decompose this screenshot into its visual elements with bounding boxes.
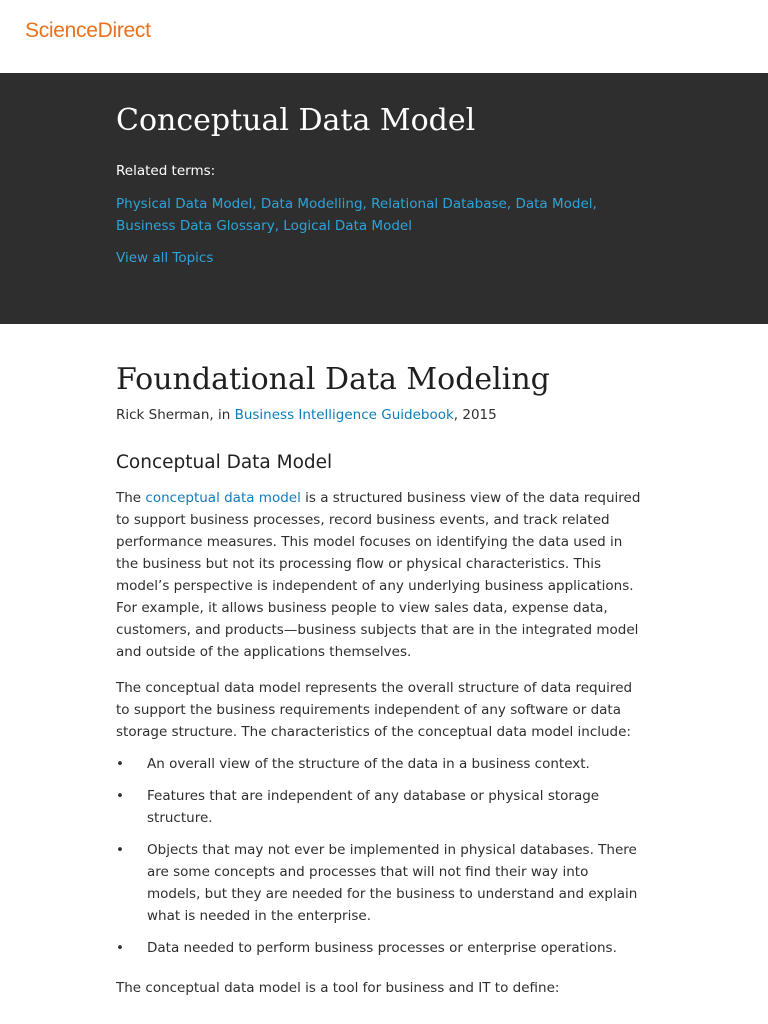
article-content (116, 324, 644, 999)
list-item: • Objects that may not ever be implemented in physical databases. There are some concepts and processes that will not find their way into models, but they are needed for the business to understand and explain what is needed in the enterprise. (116, 839, 644, 927)
book-link[interactable]: Business Intelligence Guidebook (234, 407, 454, 423)
article-title[interactable]: Foundational Data Modeling (116, 362, 550, 397)
view-all-topics-link[interactable]: View all Topics (116, 250, 214, 266)
related-term-link[interactable]: Relational Database (371, 196, 507, 212)
related-terms-label: Related terms: (116, 163, 216, 179)
conceptual-data-model-link[interactable]: conceptual data model (145, 490, 301, 506)
related-term-link[interactable]: Data Model (515, 196, 593, 212)
paragraph-2: The conceptual data model represents the overall structure of data required to support the business requirements independent of any software or data storage structure. The characteristics of the conceptual data model include: (116, 680, 633, 740)
list-item: • Features that are independent of any database or physical storage structure. (116, 785, 644, 829)
related-term-link[interactable]: Logical Data Model (283, 218, 412, 234)
bullet-icon: • (116, 788, 124, 804)
related-term-link[interactable]: Physical Data Model (116, 196, 253, 212)
article-byline (116, 407, 644, 423)
characteristics-list (116, 753, 644, 959)
related-terms-list: Physical Data Model, Data Modelling, Relational Database, Data Model, Business Data Glossary, Logical Data Model (116, 196, 597, 234)
year-text: , 2015 (453, 407, 497, 423)
related-term-link[interactable]: Data Modelling (260, 196, 363, 212)
paragraph-1: The conceptual data model is a structured business view of the data required to support business processes, record business events, and track related performance measures. This model focuses on identifying the data used in the business but not its processing flow or physical characteristics. This model’s perspective is independent of any underlying business applications. For example, it allows business people to view sales data, expense data, customers, and products—business subjects that are in the integrated model and outside of the applications themselves. (116, 490, 641, 660)
list-item: • Data needed to perform business processes or enterprise operations. (116, 937, 644, 959)
section-title: Conceptual Data Model (116, 452, 333, 473)
sciencedirect-logo[interactable]: ScienceDirect (25, 19, 151, 42)
page-title: Conceptual Data Model (116, 103, 476, 138)
bullet-icon: • (116, 842, 124, 858)
bullet-icon: • (116, 756, 124, 772)
topic-header (0, 73, 768, 324)
related-term-link[interactable]: Business Data Glossary (116, 218, 275, 234)
list-item: • An overall view of the structure of the data in a business context. (116, 753, 644, 775)
top-bar (0, 0, 768, 73)
author-text: Rick Sherman, in (116, 407, 235, 423)
bullet-icon: • (116, 940, 124, 956)
paragraph-3: The conceptual data model is a tool for business and IT to define: (116, 980, 560, 996)
